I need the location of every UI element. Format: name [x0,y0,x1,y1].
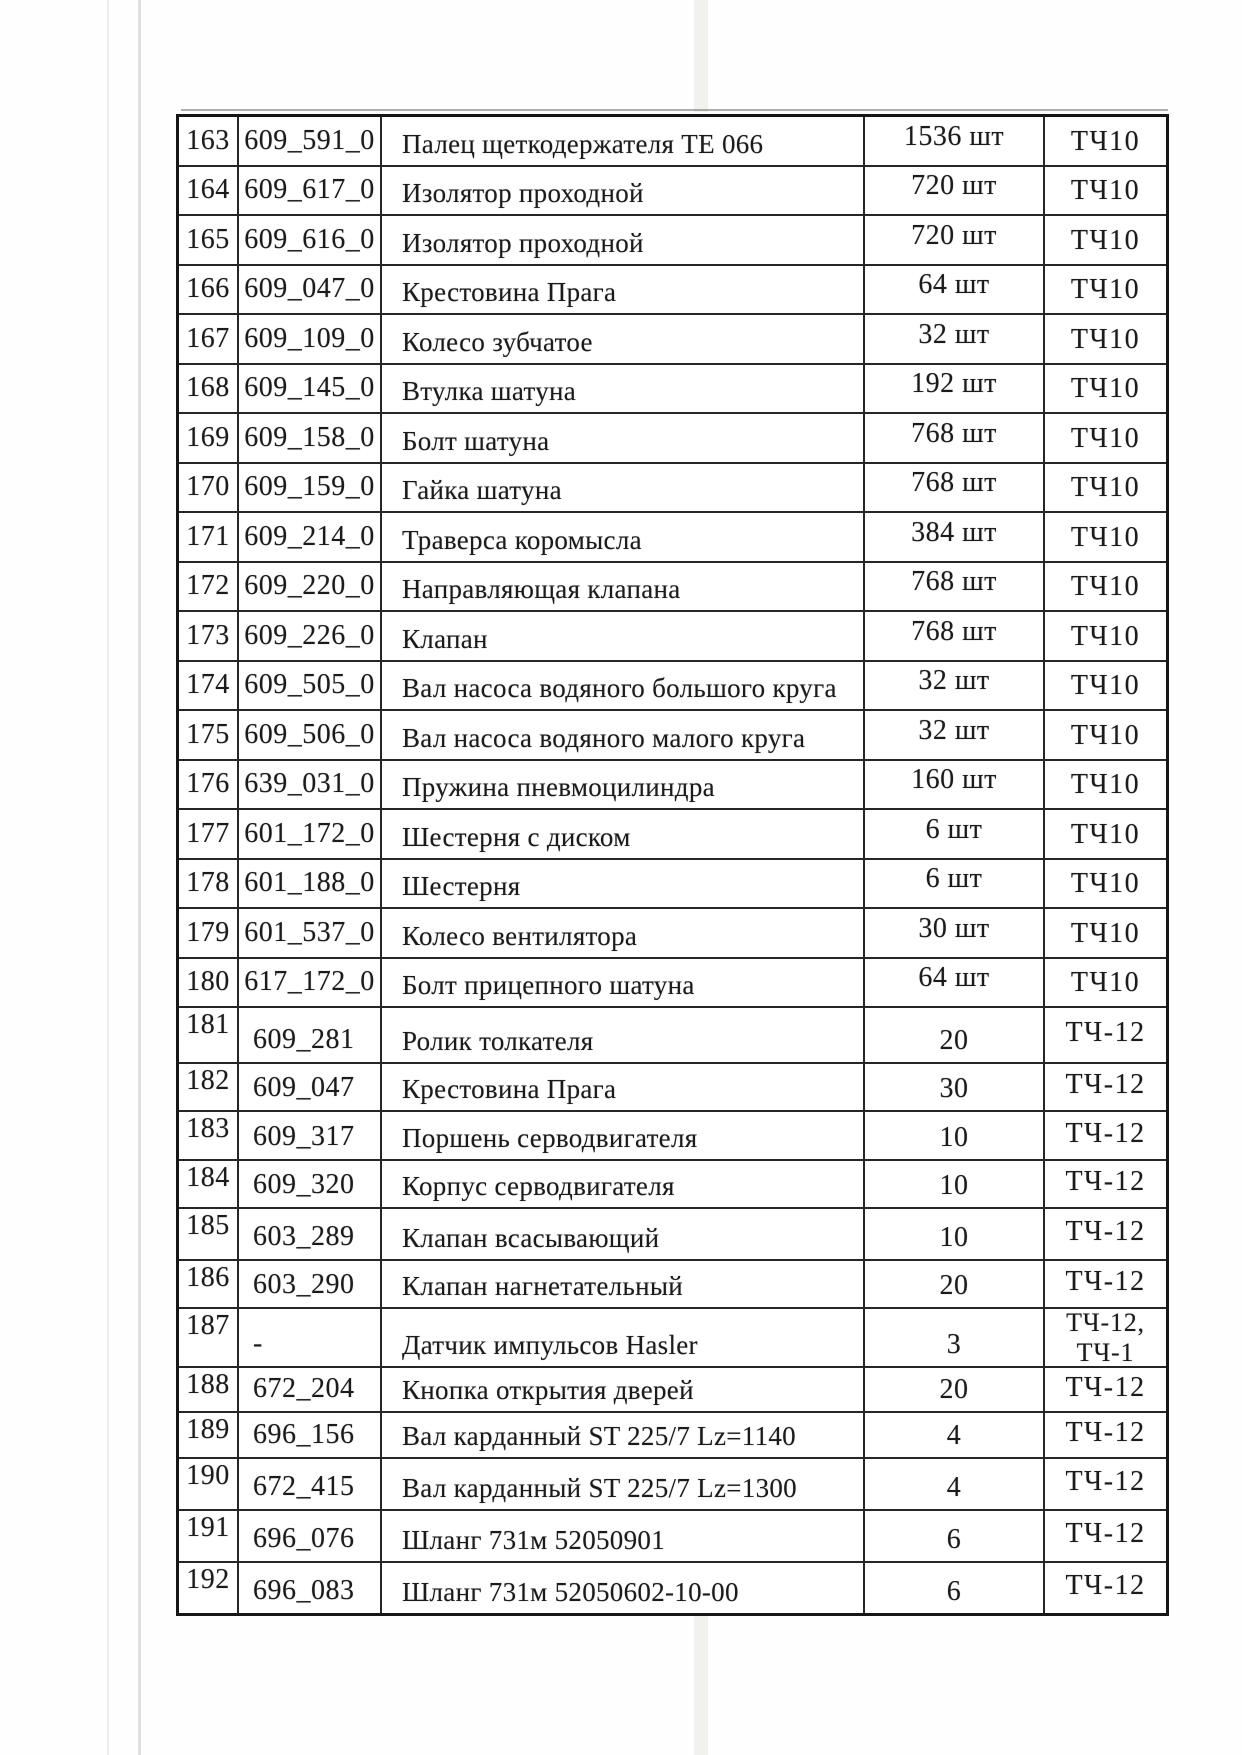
row-number-cell: 171 [179,513,239,561]
row-number-cell: 170 [179,464,239,512]
quantity-cell: 1536 шт [865,117,1045,165]
part-name-cell: Датчик импульсов Hasler [382,1309,865,1366]
quantity-cell: 64 шт [865,959,1045,1007]
scan-crease [694,0,708,112]
row-number-cell: 181 [179,1008,239,1062]
table-row [179,513,1166,563]
row-number-cell: 176 [179,761,239,809]
department-cell: ТЧ-12 [1065,1216,1146,1247]
part-name-cell: Колесо зубчатое [382,315,865,363]
department-cell: ТЧ-12 [1065,1570,1146,1601]
table-row [179,315,1166,365]
table-row [179,167,1166,217]
part-name-cell: Вал насоса водяного малого круга [382,711,865,759]
row-number-cell: 180 [179,959,239,1007]
table-row [179,1209,1166,1261]
department-cell: ТЧ10 [1070,917,1141,949]
row-number-cell: 167 [179,315,239,363]
row-number-cell: 179 [179,909,239,957]
quantity-cell: 192 шт [865,365,1045,413]
table-row [179,365,1166,415]
quantity-cell: 3 [865,1309,1045,1366]
table-row [179,1459,1166,1511]
department-cell: ТЧ10 [1070,274,1141,305]
row-number-cell: 190 [179,1459,239,1509]
quantity-cell: 6 [865,1511,1045,1561]
table-row [179,860,1166,910]
department-cell: ТЧ10 [1070,967,1141,998]
part-name-cell: Втулка шатуна [382,365,865,413]
department-cell: ТЧ10 [1070,373,1141,404]
part-code-cell: 609_317 [239,1112,382,1159]
department-cell: ТЧ-12 [1065,1518,1146,1549]
row-number-cell: 168 [179,365,239,413]
part-name-cell: Изолятор проходной [382,216,865,264]
department-cell: ТЧ10 [1070,620,1141,652]
row-number-cell: 191 [179,1511,239,1561]
quantity-cell: 20 [865,1368,1045,1411]
part-name-cell: Кнопка открытия дверей [382,1368,865,1411]
table-row [179,1261,1166,1309]
row-number-cell: 185 [179,1209,239,1259]
scan-crease [694,1616,708,1755]
row-number-cell: 164 [179,167,239,215]
quantity-cell: 768 шт [865,414,1045,462]
part-name-cell: Болт шатуна [382,414,865,462]
quantity-cell: 4 [865,1413,1045,1457]
part-name-cell: Вал карданный ST 225/7 Lz=1140 [382,1413,865,1457]
department-cell: ТЧ10 [1070,422,1141,454]
part-code-cell: 601_188_0 [239,860,382,908]
quantity-cell: 768 шт [865,464,1045,512]
department-cell: ТЧ-12 [1065,1371,1146,1403]
quantity-cell: 20 [865,1261,1045,1307]
table-row [179,909,1166,959]
row-number-cell: 189 [179,1413,239,1457]
quantity-cell: 384 шт [865,513,1045,561]
department-cell: ТЧ10 [1070,521,1141,553]
part-code-cell: 696_083 [239,1563,382,1613]
quantity-cell: 6 [865,1563,1045,1613]
table-row [179,1008,1166,1064]
table-row [179,464,1166,514]
table-row [179,266,1166,316]
part-code-cell: 609_214_0 [239,513,382,561]
part-name-cell: Шестерня [382,860,865,908]
part-code-cell: 609_591_0 [239,117,382,165]
department-cell: ТЧ10 [1070,571,1141,602]
row-number-cell: 188 [179,1368,239,1411]
department-cell: ТЧ-12 [1065,1417,1146,1448]
scan-artifact-line [138,0,141,1755]
quantity-cell: 768 шт [865,612,1045,660]
part-name-cell: Поршень серводвигателя [382,1112,865,1159]
part-name-cell: Траверса коромысла [382,513,865,561]
part-name-cell: Пружина пневмоцилиндра [382,761,865,809]
quantity-cell: 10 [865,1209,1045,1259]
department-cell: ТЧ10 [1070,175,1141,206]
row-number-cell: 166 [179,266,239,314]
table-row [179,1064,1166,1112]
part-name-cell: Крестовина Прага [382,266,865,314]
table-row [179,563,1166,613]
scan-artifact-line [107,0,109,1755]
part-code-cell: 609_226_0 [239,612,382,660]
table-row [179,414,1166,464]
quantity-cell: 32 шт [865,662,1045,710]
part-code-cell: 609_047 [239,1064,382,1110]
row-number-cell: 172 [179,563,239,611]
part-code-cell: 609_506_0 [239,711,382,759]
part-name-cell: Шланг 731м 52050901 [382,1511,865,1561]
part-code-cell: 603_289 [239,1209,382,1259]
quantity-cell: 6 шт [865,860,1045,908]
table-row [179,761,1166,811]
department-cell: ТЧ-12 [1065,1069,1146,1100]
part-name-cell: Корпус серводвигателя [382,1161,865,1207]
row-number-cell: 174 [179,662,239,710]
part-code-cell: 609_281 [239,1008,382,1062]
part-code-cell: 601_537_0 [239,909,382,957]
part-code-cell: 609_158_0 [239,414,382,462]
part-name-cell: Ролик толкателя [382,1008,865,1062]
part-code-cell: 609_047_0 [239,266,382,314]
part-name-cell: Вал насоса водяного большого круга [382,662,865,710]
part-name-cell: Клапан всасывающий [382,1209,865,1259]
row-number-cell: 175 [179,711,239,759]
table-row [179,216,1166,266]
part-code-cell: - [239,1309,382,1366]
row-number-cell: 173 [179,612,239,660]
quantity-cell: 32 шт [865,315,1045,363]
row-number-cell: 183 [179,1112,239,1159]
part-code-cell: 603_290 [239,1261,382,1307]
quantity-cell: 20 [865,1008,1045,1062]
part-code-cell: 696_076 [239,1511,382,1561]
quantity-cell: 32 шт [865,711,1045,759]
table-row [179,810,1166,860]
part-name-cell: Шланг 731м 52050602-10-00 [382,1563,865,1613]
quantity-cell: 160 шт [865,761,1045,809]
row-number-cell: 186 [179,1261,239,1307]
row-number-cell: 177 [179,810,239,858]
part-name-cell: Клапан нагнетательный [382,1261,865,1307]
part-name-cell: Колесо вентилятора [382,909,865,957]
parts-table [176,114,1169,1616]
part-code-cell: 609_220_0 [239,563,382,611]
row-number-cell: 184 [179,1161,239,1207]
part-code-cell: 609_109_0 [239,315,382,363]
part-code-cell: 639_031_0 [239,761,382,809]
part-code-cell: 617_172_0 [239,959,382,1007]
department-cell: ТЧ10 [1070,868,1141,899]
part-name-cell: Клапан [382,612,865,660]
part-code-cell: 609_505_0 [239,662,382,710]
department-cell: ТЧ10 [1070,472,1141,503]
row-number-cell: 182 [179,1064,239,1110]
table-row [179,711,1166,761]
department-cell: ТЧ10 [1070,224,1141,256]
part-name-cell: Изолятор проходной [382,167,865,215]
part-code-cell: 601_172_0 [239,810,382,858]
department-cell: ТЧ10 [1070,769,1141,800]
table-row [179,1511,1166,1563]
quantity-cell: 10 [865,1112,1045,1159]
quantity-cell: 4 [865,1459,1045,1509]
department-cell: ТЧ-12 [1065,1266,1146,1297]
table-row [179,959,1166,1009]
quantity-cell: 720 шт [865,216,1045,264]
department-cell: ТЧ10 [1070,670,1141,701]
quantity-cell: 768 шт [865,563,1045,611]
table-row [179,1563,1166,1613]
row-number-cell: 192 [179,1563,239,1613]
department-cell: ТЧ10 [1070,323,1141,355]
department-cell: ТЧ-12 [1065,1466,1146,1497]
row-number-cell: 178 [179,860,239,908]
part-code-cell: 609_617_0 [239,167,382,215]
table-row [179,1161,1166,1209]
part-code-cell: 609_145_0 [239,365,382,413]
department-cell: ТЧ-12 [1065,1166,1146,1197]
department-cell: ТЧ10 [1070,125,1141,157]
row-number-cell: 187 [179,1309,239,1366]
part-code-cell: 672_415 [239,1459,382,1509]
part-code-cell: 609_616_0 [239,216,382,264]
table-row [179,1413,1166,1459]
part-name-cell: Вал карданный ST 225/7 Lz=1300 [382,1459,865,1509]
part-code-cell: 609_320 [239,1161,382,1207]
department-cell: ТЧ-12 [1065,1117,1146,1149]
part-code-cell: 609_159_0 [239,464,382,512]
part-name-cell: Направляющая клапана [382,563,865,611]
part-code-cell: 696_156 [239,1413,382,1457]
department-cell: ТЧ-12 [1065,1017,1146,1048]
quantity-cell: 30 [865,1064,1045,1110]
table-row [179,1112,1166,1161]
part-name-cell: Гайка шатуна [382,464,865,512]
department-cell: ТЧ10 [1070,719,1141,751]
table-row [179,612,1166,662]
quantity-cell: 10 [865,1161,1045,1207]
table-row [179,1368,1166,1413]
row-number-cell: 165 [179,216,239,264]
quantity-cell: 6 шт [865,810,1045,858]
quantity-cell: 720 шт [865,167,1045,215]
part-name-cell: Палец щеткодержателя ТЕ 066 [382,117,865,165]
part-name-cell: Болт прицепного шатуна [382,959,865,1007]
table-row [179,1309,1166,1368]
part-name-cell: Крестовина Прага [382,1064,865,1110]
row-number-cell: 163 [179,117,239,165]
part-name-cell: Шестерня с диском [382,810,865,858]
department-cell: ТЧ10 [1070,818,1141,850]
quantity-cell: 64 шт [865,266,1045,314]
table-row [179,117,1166,167]
quantity-cell: 30 шт [865,909,1045,957]
row-number-cell: 169 [179,414,239,462]
part-code-cell: 672_204 [239,1368,382,1411]
table-row [179,662,1166,712]
department-cell: ТЧ-12, ТЧ-1 [1066,1309,1145,1366]
